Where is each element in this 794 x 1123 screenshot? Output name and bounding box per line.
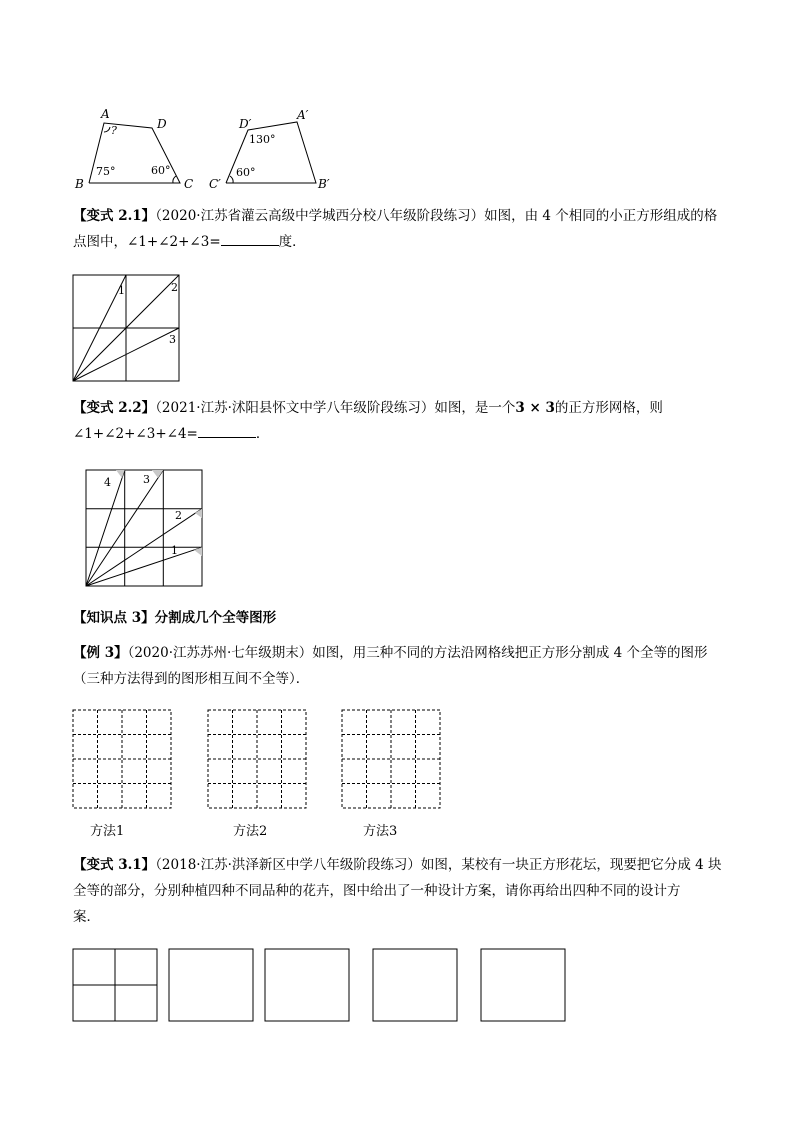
variant-3-1-text: 【变式 3.1】（2018·江苏·洪泽新区中学八年级阶段练习）如图，某校有一块正方形花坛，现要把它分成 4 块 全等的部分，分别种植四种不同品种的花卉，图中给出了一种设计方案，请你再给出四种不同的设计方 案． — [73, 857, 722, 925]
label-angle-1b: 1 — [171, 544, 178, 557]
knowledge-point-3-heading: 【知识点 3】分割成几个全等图形 — [73, 610, 277, 626]
example-3-text: 【例 3】（2020·江苏苏州·七年级期末）如图，用三种不同的方法沿网格线把正方形分割成 4 个全等的图形 （三种方法得到的图形相互间不全等）． — [73, 645, 708, 687]
label-130: 130° — [249, 133, 276, 146]
label-A: A — [101, 107, 110, 121]
flowerbed-blank-2 — [265, 949, 349, 1021]
label-A-prime: A′ — [297, 108, 309, 122]
label-angle-3b: 3 — [143, 473, 150, 486]
label-C-prime: C′ — [209, 177, 221, 191]
variant-2-2-text: 【变式 2.2】（2021·江苏·沭阳县怀文中学八年级阶段练习）如图，是一个3 × 3的正方形网格，则 ∠1+∠2+∠3+∠4= ． — [73, 400, 663, 442]
caption-method-3: 方法3 — [363, 824, 398, 839]
variant-2-1-text: 【变式 2.1】（2020·江苏省灌云高级中学城西分校八年级阶段练习）如图，由 4 个相同的小正方形组成的格 点图中，∠1+∠2+∠3= 度． — [73, 208, 718, 250]
label-D: D — [157, 117, 167, 131]
label-angle-2b: 2 — [175, 509, 182, 522]
label-angle-4: 4 — [104, 476, 111, 489]
label-60-right: 60° — [236, 166, 256, 179]
flowerbed-blank-4 — [481, 949, 565, 1021]
label-question: ? — [111, 124, 117, 137]
label-angle-3: 3 — [169, 333, 176, 346]
label-angle-2: 2 — [171, 281, 178, 294]
label-60-left: 60° — [151, 164, 171, 177]
caption-method-2: 方法2 — [233, 824, 268, 839]
flowerbed-blank-1 — [169, 949, 253, 1021]
label-B: B — [75, 177, 84, 191]
label-angle-1: 1 — [118, 284, 125, 297]
label-B-prime: B′ — [318, 177, 330, 191]
label-D-prime: D′ — [239, 117, 252, 131]
label-C: C — [184, 177, 194, 191]
label-75: 75° — [96, 165, 116, 178]
flowerbed-blank-3 — [373, 949, 457, 1021]
caption-method-1: 方法1 — [90, 824, 125, 839]
